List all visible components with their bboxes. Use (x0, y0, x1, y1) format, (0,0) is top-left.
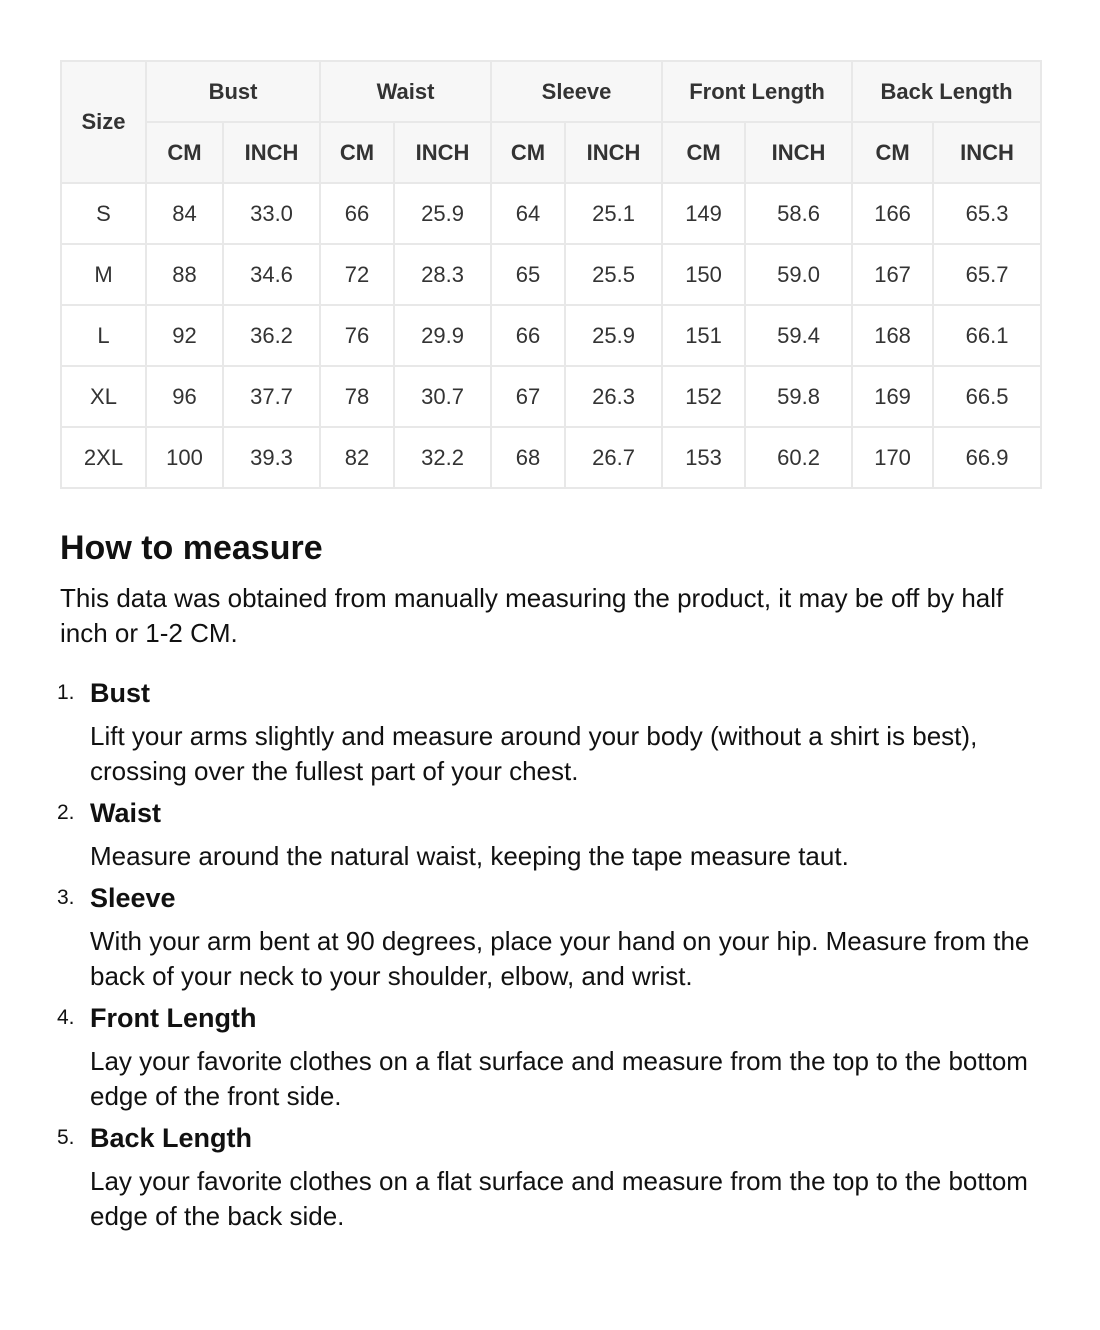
table-cell: 30.7 (394, 366, 491, 427)
table-cell: 65.3 (933, 183, 1041, 244)
step-number: 5. (57, 1126, 75, 1149)
step-number: 3. (57, 886, 75, 909)
list-item (57, 795, 1040, 874)
table-cell: 78 (320, 366, 394, 427)
table-cell: 36.2 (223, 305, 320, 366)
table-cell: 166 (852, 183, 933, 244)
table-cell: 34.6 (223, 244, 320, 305)
step-text: Measure around the natural waist, keeping the tape measure taut. (90, 841, 849, 871)
front-length-header: Front Length (662, 61, 852, 122)
intro-text: This data was obtained from manually measuring the product, it may be off by half inch or 1-2 CM. (60, 583, 1004, 648)
table-cell: 59.0 (745, 244, 852, 305)
table-cell: 25.5 (565, 244, 662, 305)
table-cell: 59.4 (745, 305, 852, 366)
unit-header-inch: INCH (565, 122, 662, 183)
table-cell: 66 (491, 305, 565, 366)
table-row-xl (61, 366, 1041, 427)
list-item (57, 1000, 1040, 1114)
unit-header-cm: CM (146, 122, 223, 183)
size-header: Size (61, 61, 146, 183)
size-cell: M (61, 244, 146, 305)
table-cell: 150 (662, 244, 745, 305)
table-cell: 25.1 (565, 183, 662, 244)
unit-header-cm: CM (662, 122, 745, 183)
table-cell: 151 (662, 305, 745, 366)
step-title: Back Length (90, 1123, 253, 1153)
header-group-row (61, 61, 1041, 122)
unit-header-cm: CM (320, 122, 394, 183)
table-cell: 169 (852, 366, 933, 427)
table-cell: 26.3 (565, 366, 662, 427)
unit-header-cm: CM (852, 122, 933, 183)
table-cell: 66.9 (933, 427, 1041, 488)
table-cell: 64 (491, 183, 565, 244)
table-cell: 84 (146, 183, 223, 244)
table-cell: 153 (662, 427, 745, 488)
step-title: Front Length (90, 1003, 257, 1033)
table-cell: 76 (320, 305, 394, 366)
table-row-l (61, 305, 1041, 366)
table-row-s (61, 183, 1041, 244)
table-cell: 59.8 (745, 366, 852, 427)
table-cell: 32.2 (394, 427, 491, 488)
header-unit-row (61, 122, 1041, 183)
list-item (57, 675, 1040, 789)
step-text: Lift your arms slightly and measure around your body (without a shirt is best), crossing over the fullest part of your chest. (90, 721, 978, 786)
table-cell: 168 (852, 305, 933, 366)
size-cell: S (61, 183, 146, 244)
size-chart-table (60, 60, 1042, 489)
table-cell: 149 (662, 183, 745, 244)
step-title: Bust (90, 678, 150, 708)
table-cell: 68 (491, 427, 565, 488)
table-cell: 100 (146, 427, 223, 488)
sleeve-header: Sleeve (491, 61, 662, 122)
size-cell: XL (61, 366, 146, 427)
table-cell: 88 (146, 244, 223, 305)
table-header (61, 61, 1041, 183)
table-cell: 152 (662, 366, 745, 427)
table-cell: 39.3 (223, 427, 320, 488)
table-row-2xl (61, 427, 1041, 488)
table-cell: 28.3 (394, 244, 491, 305)
table-cell: 72 (320, 244, 394, 305)
table-row-m (61, 244, 1041, 305)
step-text: With your arm bent at 90 degrees, place your hand on your hip. Measure from the back of your neck to your shoulder, elbow, and wrist. (90, 926, 1030, 991)
unit-header-inch: INCH (394, 122, 491, 183)
table-cell: 167 (852, 244, 933, 305)
table-cell: 60.2 (745, 427, 852, 488)
step-text: Lay your favorite clothes on a flat surface and measure from the top to the bottom edge of the front side. (90, 1046, 1028, 1111)
table-cell: 26.7 (565, 427, 662, 488)
unit-header-inch: INCH (745, 122, 852, 183)
table-cell: 170 (852, 427, 933, 488)
table-cell: 67 (491, 366, 565, 427)
step-title: Sleeve (90, 883, 176, 913)
step-number: 2. (57, 801, 75, 824)
table-cell: 33.0 (223, 183, 320, 244)
table-body (61, 183, 1041, 488)
table-cell: 66.5 (933, 366, 1041, 427)
step-text: Lay your favorite clothes on a flat surface and measure from the top to the bottom edge of the back side. (90, 1166, 1028, 1231)
waist-header: Waist (320, 61, 491, 122)
table-cell: 92 (146, 305, 223, 366)
size-cell: 2XL (61, 427, 146, 488)
table-cell: 66.1 (933, 305, 1041, 366)
back-length-header: Back Length (852, 61, 1041, 122)
page (57, 60, 1040, 1240)
measure-steps-list (57, 675, 1040, 1234)
table-cell: 25.9 (394, 183, 491, 244)
step-title: Waist (90, 798, 162, 828)
how-to-measure-heading: How to measure (60, 529, 323, 567)
size-cell: L (61, 305, 146, 366)
bust-header: Bust (146, 61, 320, 122)
unit-header-inch: INCH (223, 122, 320, 183)
step-number: 1. (57, 681, 75, 704)
table-cell: 82 (320, 427, 394, 488)
step-number: 4. (57, 1006, 75, 1029)
table-cell: 25.9 (565, 305, 662, 366)
list-item (57, 880, 1040, 994)
unit-header-cm: CM (491, 122, 565, 183)
table-cell: 37.7 (223, 366, 320, 427)
table-cell: 66 (320, 183, 394, 244)
unit-header-inch: INCH (933, 122, 1041, 183)
table-cell: 29.9 (394, 305, 491, 366)
table-cell: 58.6 (745, 183, 852, 244)
table-cell: 96 (146, 366, 223, 427)
list-item (57, 1120, 1040, 1234)
table-cell: 65.7 (933, 244, 1041, 305)
table-cell: 65 (491, 244, 565, 305)
